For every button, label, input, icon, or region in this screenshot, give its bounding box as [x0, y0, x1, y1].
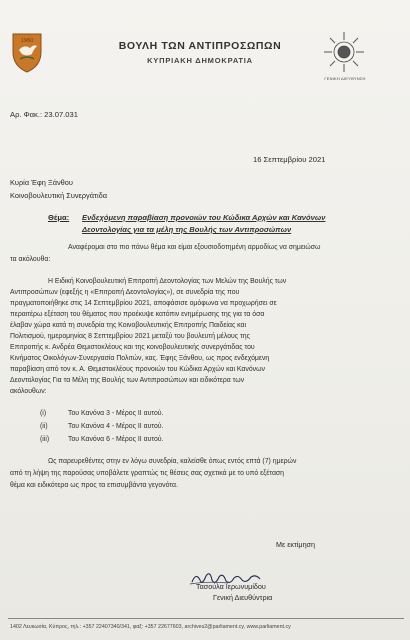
subject-label: Θέμα:	[48, 213, 70, 222]
footer-contact: 1402 Λευκωσία, Κύπρος, τηλ.: +357 22407340/341, φαξ: +357 22677603, archives2@parliament.cy, www.parliament.cy	[10, 624, 291, 630]
body-line: παραβίαση από τον κ. Α. Θεμιστοκλέους προνοιών του Κώδικα Αρχών και Κανόνων	[10, 366, 265, 373]
signatory-title: Γενική Διευθύντρια	[213, 593, 273, 602]
intro-line: Αναφέρομαι στο πιο πάνω θέμα και είμαι εξουσιοδοτημένη αρμοδίως να σημειώσω	[68, 244, 321, 251]
request-line: από τη λήψη της παρούσας υποβάλετε γραπτώς τις θέσεις σας σχετικά με το υπό εξέταση	[10, 470, 285, 477]
list-item: Του Κανόνα 6 - Μέρος ΙΙ αυτού.	[68, 436, 164, 443]
body-line: Αντιπροσώπων (εφεξής η «Επιτροπή Δεοντολογίας»), σε συνεδρία της που	[10, 289, 240, 296]
footer-divider	[8, 618, 404, 619]
list-number: (i)	[40, 410, 47, 417]
subject-line: Ενδεχόμενη παραβίαση προνοιών του Κώδικα Αρχών και Κανόνων	[82, 213, 326, 222]
recipient-name: Κυρία Έφη Ξάνθου	[10, 178, 73, 187]
request-line: θέμα και ειδικότερα ως προς τα επισυμβάντα γεγονότα.	[10, 482, 178, 489]
body-line: Κινήματος Οικολόγων-Συνεργασία Πολιτών, κας. Έφης Ξάνθου, ως προς ενδεχόμενη	[10, 355, 270, 362]
signatory-name: Τασούλα Ιερωνυμίδου	[196, 582, 266, 591]
request-line: Ως παρευρεθέντες στην εν λόγω συνεδρία, καλείσθε όπως εντός επτά (7) ημερών	[48, 458, 297, 465]
body-line: Επιτροπής κ. Ανδρέα Θεμιστοκλέους και της κοινοβουλευτικής συνεργάτιδας του	[10, 344, 255, 351]
body-line: έλαβαν χώρα κατά τη συνεδρία της Κοινοβουλευτικής Επιτροπής Παιδείας και	[10, 322, 247, 329]
country-title: ΚΥΠΡΙΑΚΗ ΔΗΜΟΚΡΑΤΙΑ	[147, 56, 253, 65]
org-title: ΒΟΥΛΗ ΤΩΝ ΑΝΤΙΠΡΟΣΩΠΩΝ	[118, 40, 282, 52]
svg-text:1960: 1960	[20, 38, 34, 44]
list-number: (iii)	[40, 436, 50, 443]
file-reference: Αρ. Φακ.: 23.07.031	[10, 110, 78, 119]
body-line: Πολιτισμού, ημερομηνίας 8 Σεπτεμβρίου 2021 μεταξύ του βουλευτή μέλους της	[10, 333, 250, 340]
list-item: Του Κανόνα 4 - Μέρος ΙΙ αυτού.	[68, 423, 164, 430]
seal-icon	[322, 30, 366, 74]
seal-caption: ΓΕΝΙΚΗ ΔΙΕΥΘΥΝΣΗ	[324, 76, 366, 81]
body-line: ακόλουθων:	[10, 388, 47, 395]
list-number: (ii)	[40, 423, 48, 430]
closing: Με εκτίμηση	[276, 540, 315, 549]
body-line: Δεοντολογίας Για τα Μέλη της Βουλής των Αντιπροσώπων και ειδικότερα των	[10, 377, 245, 384]
letter-date: 16 Σεπτεμβρίου 2021	[253, 155, 326, 164]
coat-of-arms-icon	[10, 30, 44, 74]
subject-line: Δεοντολογίας για τα μέλη της Βουλής των Αντιπροσώπων	[82, 225, 292, 234]
recipient-role: Κοινοβουλευτική Συνεργάτιδα	[10, 191, 107, 200]
body-line: περαιτέρω εξέταση του θέματος που προέκυψε κατόπιν ενημέρωσης της για τα όσα	[10, 311, 265, 318]
body-line: Η Ειδική Κοινοβουλευτική Επιτροπή Δεοντολογίας των Μελών της Βουλής των	[48, 278, 287, 285]
list-item: Του Κανόνα 3 - Μέρος ΙΙ αυτού.	[68, 410, 164, 417]
body-line: πραγματοποιήθηκε στις 14 Σεπτεμβρίου 2021, αποφάσισε ομόφωνα να προχωρήσει σε	[10, 300, 277, 307]
intro-line: τα ακόλουθα:	[10, 256, 51, 263]
